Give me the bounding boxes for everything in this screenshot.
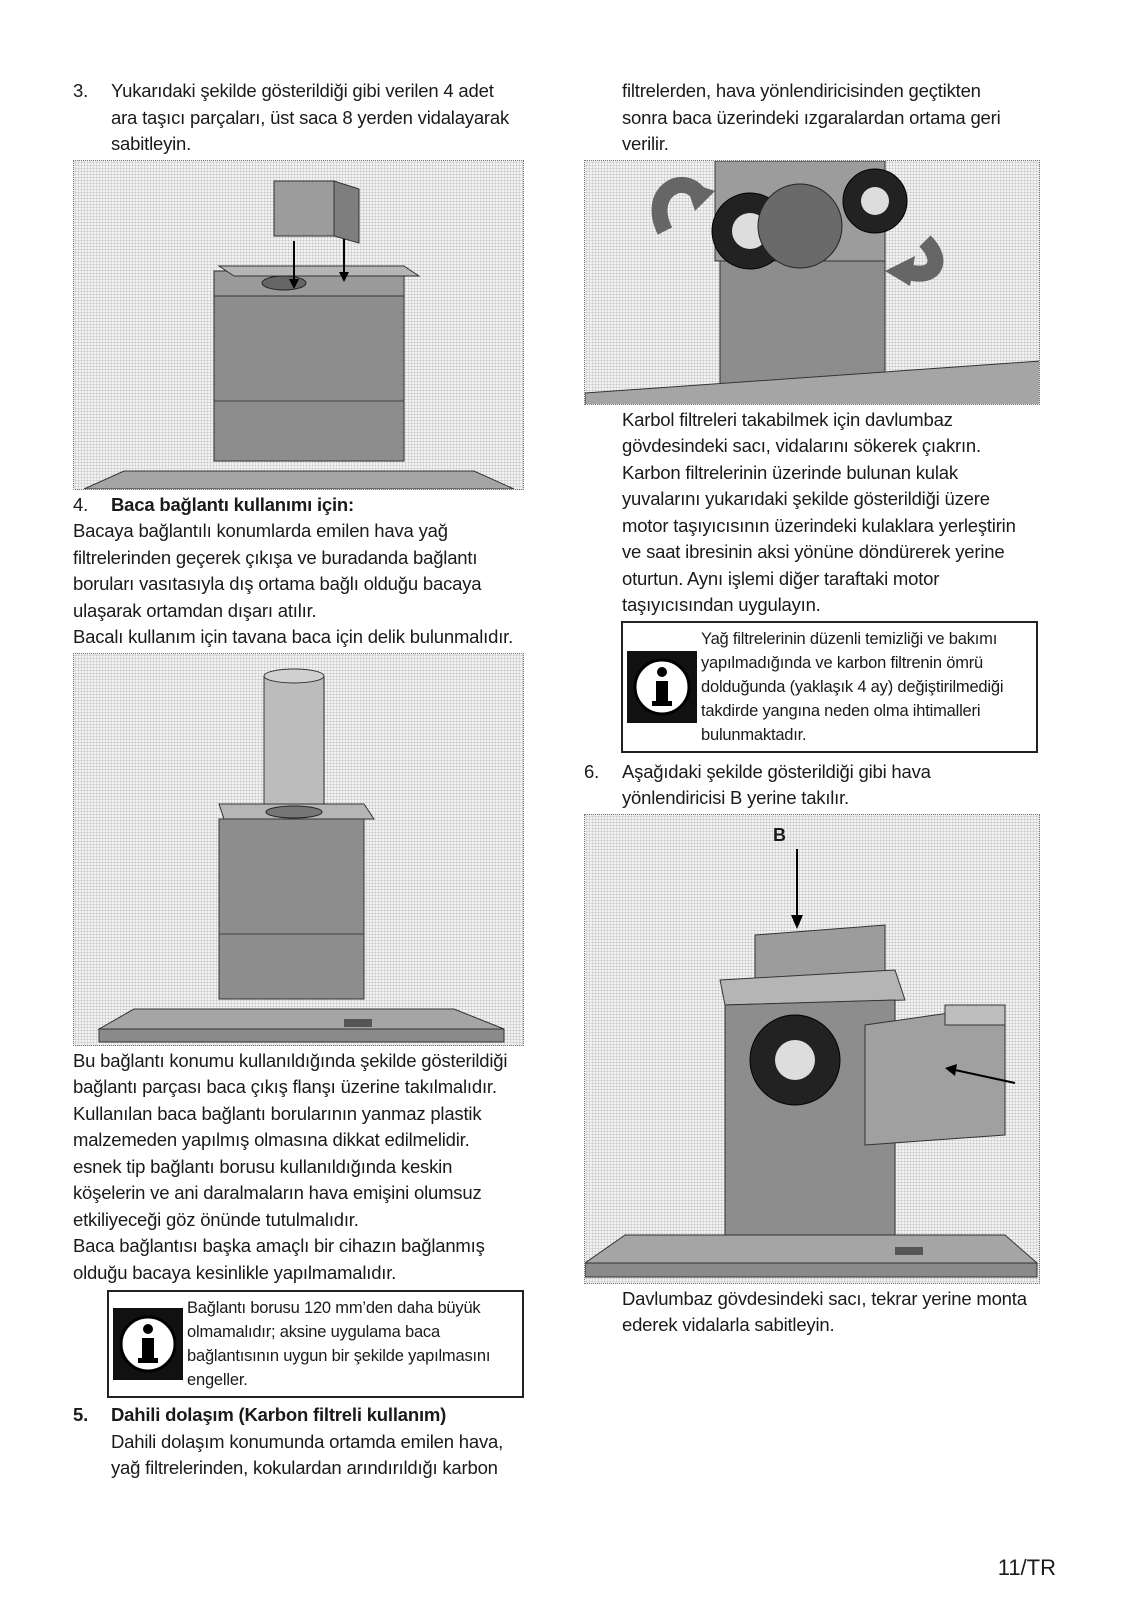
figure-spacer-mounting bbox=[73, 160, 524, 490]
step-6 bbox=[584, 759, 1054, 812]
note-line: bağlantısının uygun bir şekilde yapılmasını bbox=[187, 1347, 491, 1365]
text-line: filtrelerden, hava yönlendiricisinden geçtikten bbox=[622, 80, 981, 101]
text-line: yönlendiricisi B yerine takılır. bbox=[622, 787, 849, 808]
hood-chimney-illustration bbox=[74, 654, 524, 1046]
step-5 bbox=[73, 1402, 551, 1482]
text-line: Davlumbaz gövdesindeki sacı, tekrar yerine monta bbox=[622, 1287, 1027, 1309]
right-column bbox=[584, 78, 1054, 1339]
closing-instructions bbox=[584, 1286, 1054, 1339]
text-line: filtrelerinden geçerek çıkışa ve buradanda bağlantı bbox=[73, 546, 478, 568]
text-line: Bacaya bağlantılı konumlarda emilen hava yağ bbox=[73, 520, 448, 541]
info-icon bbox=[627, 651, 697, 723]
text-line: yağ filtrelerinden, kokulardan arındırıldığı karbon bbox=[111, 1457, 498, 1478]
text-line: olduğu bacaya kesinlikle yapılmamalıdır. bbox=[73, 1261, 397, 1283]
text-line: ulaşarak ortamdan dışarı atılır. bbox=[73, 599, 317, 621]
text-line: Karbol filtreleri takabilmek için davlumbaz bbox=[622, 408, 953, 430]
step-number: 6. bbox=[584, 760, 600, 782]
text-line: malzemeden yapılmış olmasına dikkat edilmelidir. bbox=[73, 1129, 470, 1150]
step-4-paragraph-1 bbox=[73, 518, 551, 651]
text-line: köşelerin ve ani daralmaların hava emişini olumsuz bbox=[73, 1182, 482, 1203]
text-line: Bacalı kullanım için tavana baca için delik bulunmalıdır. bbox=[73, 626, 514, 647]
carbon-instructions bbox=[584, 407, 1054, 619]
text-line: boruları vasıtasıyla dış ortama bağlı olduğu bacaya bbox=[73, 573, 482, 594]
figure-chimney-connection bbox=[73, 653, 524, 1046]
figure-carbon-filters bbox=[584, 160, 1040, 405]
text-line: oturtun. Aynı işlemi diğer taraftaki motor bbox=[622, 567, 940, 589]
note-line: Bağlantı borusu 120 mm’den daha büyük bbox=[187, 1299, 481, 1317]
step-number: 4. bbox=[73, 493, 89, 515]
note-line: bulunmaktadır. bbox=[701, 725, 807, 744]
text-line: sonra baca üzerindeki ızgaralardan ortama geri bbox=[622, 106, 1001, 128]
left-column bbox=[73, 78, 551, 1482]
step-number: 3. bbox=[73, 80, 89, 101]
carbon-filter-illustration bbox=[585, 161, 1040, 405]
info-note-pipe-size bbox=[107, 1290, 524, 1398]
text-line: Aşağıdaki şekilde gösterildiği gibi hava bbox=[622, 760, 931, 782]
text-line: ara taşıcı parçaları, üst saca 8 yerden vidalayarak bbox=[111, 106, 510, 128]
note-line: olmamalıdır; aksine uygulama baca bbox=[187, 1323, 440, 1341]
text-line: esnek tip bağlantı borusu kullanıldığında keskin bbox=[73, 1155, 453, 1177]
section-heading: Baca bağlantı kullanımı için: bbox=[111, 493, 354, 515]
hood-spacer-illustration bbox=[74, 161, 524, 490]
text-line: bağlantı parçası baca çıkış flanşı üzerine takılmalıdır. bbox=[73, 1076, 497, 1097]
text-line: Baca bağlantısı başka amaçlı bir cihazın bağlanmış bbox=[73, 1235, 485, 1256]
text-line: etkiliyeceği göz önünde tutulmalıdır. bbox=[73, 1208, 359, 1230]
step-number: 5. bbox=[73, 1404, 89, 1425]
note-line: dolduğunda (yaklaşık 4 ay) değiştirilmediği bbox=[701, 677, 1004, 696]
text-line: taşıyıcısından uygulayın. bbox=[622, 594, 821, 615]
info-note-fire-risk bbox=[621, 621, 1038, 753]
step-3 bbox=[73, 78, 551, 158]
note-line: yapılmadığında ve karbon filtrenin ömrü bbox=[701, 653, 984, 672]
text-line: yuvalarını yukarıdaki şekilde gösterildiği üzere bbox=[622, 488, 990, 509]
page-number: 11/TR bbox=[997, 1555, 1056, 1580]
text-line: Karbon filtrelerinin üzerinde bulunan kulak bbox=[622, 461, 958, 483]
text-line: Bu bağlantı konumu kullanıldığında şekilde gösterildiği bbox=[73, 1049, 508, 1071]
step-4-paragraph-2 bbox=[73, 1048, 551, 1287]
text-line: verilir. bbox=[622, 133, 669, 154]
text-line: ederek vidalarla sabitleyin. bbox=[622, 1314, 835, 1335]
text-line: Yukarıdaki şekilde gösterildiği gibi verilen 4 adet bbox=[111, 80, 494, 101]
info-icon bbox=[113, 1308, 183, 1380]
text-line: ve saat ibresinin aksi yönüne döndürerek yerine bbox=[622, 541, 1005, 562]
air-deflector-illustration bbox=[585, 815, 1040, 1284]
text-line: gövdesindeki sacı, vidalarını sökerek çıakrın. bbox=[622, 435, 981, 456]
step-4-heading bbox=[73, 492, 551, 519]
text-line: Kullanılan baca bağlantı borularının yanmaz plastik bbox=[73, 1102, 482, 1124]
note-line: Yağ filtrelerinin düzenli temizliği ve bakımı bbox=[701, 629, 998, 648]
step-5-continued bbox=[584, 78, 1054, 158]
section-heading: Dahili dolaşım (Karbon filtreli kullanım) bbox=[111, 1404, 447, 1425]
text-line: sabitleyin. bbox=[111, 133, 192, 154]
figure-air-deflector bbox=[584, 814, 1040, 1284]
note-line: takdirde yangına neden olma ihtimalleri bbox=[701, 701, 981, 720]
text-line: Dahili dolaşım konumunda ortamda emilen hava, bbox=[111, 1430, 504, 1452]
text-line: motor taşıyıcısının üzerindeki kulaklara yerleştirin bbox=[622, 514, 1016, 536]
figure-label-b: B bbox=[773, 824, 786, 845]
note-line: engeller. bbox=[187, 1371, 248, 1389]
